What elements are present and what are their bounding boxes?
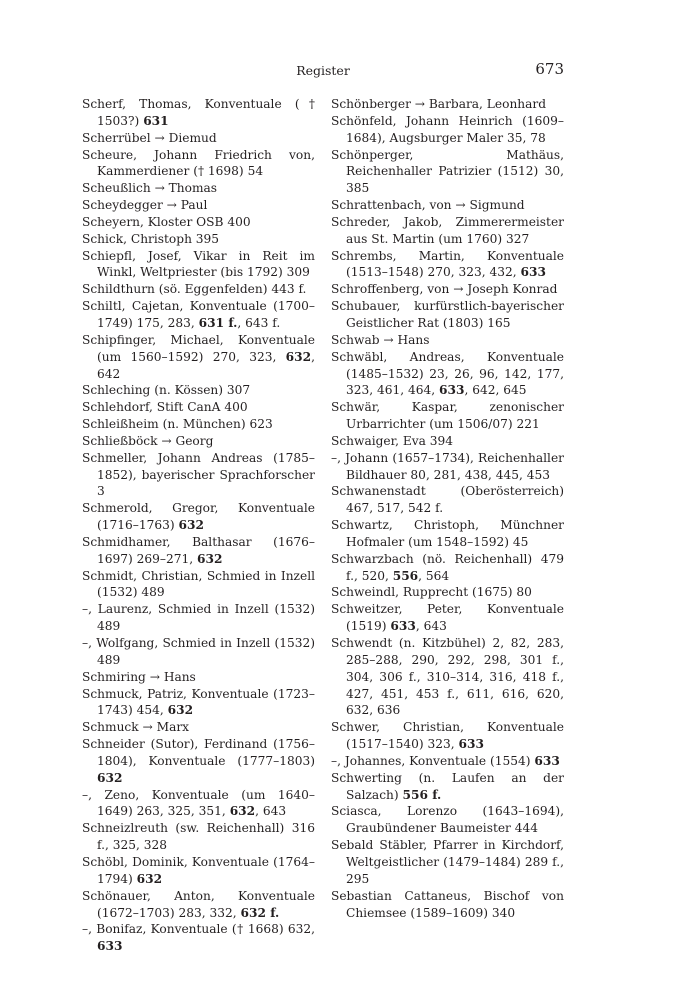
index-entry: Schick, Christoph 395 [82,231,220,246]
index-entry: Schmuck, Patriz, Konventuale (1723–1743) 454, 632 [82,686,315,718]
index-entry: Schreder, Jakob, Zimmerermeister aus St. Martin (um 1760) 327 [331,214,564,246]
index-entry: Schildthurn (sö. Eggenfelden) 443 f. [82,282,307,297]
index-entry: Schmidt, Christian, Schmied in Inzell (1532) 489 [82,568,315,600]
running-head: Register [296,63,350,78]
index-entry: Scheydegger → Paul [82,198,208,213]
index-entry: –, Johann (1657–1734), Reichenhaller Bildhauer 80, 281, 438, 445, 453 [331,450,564,482]
index-entry: Schwär, Kaspar, zenonischer Urbarrichter (um 1506/07) 221 [331,400,564,432]
index-entry: Scheyern, Kloster OSB 400 [82,214,251,229]
index-entry: –, Wolfgang, Schmied in Inzell (1532) 489 [82,636,315,667]
index-entry: Schwerting (n. Laufen an der Salzach) 556 f. [331,770,564,802]
index-entry: Schwab → Hans [331,332,430,347]
index-entry: Schwendt (n. Kitzbühel) 2, 82, 283, 285–288, 290, 292, 298, 301 f., 304, 306 f., 310–314, 316, 418 f., 427, 451, 453 f., 611, 616, 620, 632, 636 [331,636,564,718]
index-entry: Schmidhamer, Balthasar (1676–1697) 269–271, 632 [82,534,315,566]
index-entry: Schrembs, Martin, Konventuale (1513–1548) 270, 323, 432, 633 [331,248,564,280]
index-entry: Schmerold, Gregor, Konventuale (1716–1763) 632 [82,501,315,533]
index-column-right [331,96,564,921]
index-entry: Schwer, Christian, Konventuale (1517–1540) 323, 633 [331,720,564,752]
index-entry: Schönauer, Anton, Konventuale (1672–1703) 283, 332, 632 f. [82,888,315,920]
index-entry: Schweindl, Rupprecht (1675) 80 [331,585,532,600]
index-entry: –, Bonifaz, Konventuale († 1668) 632, 633 [82,922,315,954]
index-entry: Schrattenbach, von → Sigmund [331,198,525,213]
index-entry: Scheure, Johann Friedrich von, Kammerdiener († 1698) 54 [82,147,315,179]
index-column-left [82,96,315,955]
index-entry: Schiepfl, Josef, Vikar in Reit im Winkl, Weltpriester (bis 1792) 309 [82,248,315,280]
index-entry: Schleching (n. Kössen) 307 [82,383,251,398]
index-entry: Scherf, Thomas, Konventuale († 1503?) 631 [82,97,315,128]
index-entry: Schwanenstadt (Oberösterreich) 467, 517, 542 f. [331,484,564,516]
index-entry: Schwaiger, Eva 394 [331,433,454,448]
index-entry: Schleißheim (n. München) 623 [82,417,273,432]
index-entry: Schneizlreuth (sw. Reichenhall) 316 f., 325, 328 [82,821,315,853]
index-entry: Schroffenberg, von → Joseph Konrad [331,282,558,297]
index-entry: Schmeller, Johann Andreas (1785–1852), bayerischer Sprachforscher 3 [82,450,315,499]
index-entry: –, Laurenz, Schmied in Inzell (1532) 489 [82,602,315,634]
index-entry: Sciasca, Lorenzo (1643–1694), Graubündener Baumeister 444 [331,804,564,836]
index-entry: Schöbl, Dominik, Konventuale (1764–1794) 632 [82,854,315,886]
index-entry: Schubauer, kurfürstlich-bayerischer Geistlicher Rat (1803) 165 [331,299,564,330]
index-entry: Schneider (Sutor), Ferdinand (1756–1804), Konventuale (1777–1803) 632 [82,737,315,785]
index-entry: Schlehdorf, Stift CanA 400 [82,400,248,415]
index-entry: Schließböck → Georg [82,433,214,448]
index-entry: Scheußlich → Thomas [82,181,218,196]
page-number: 673 [535,60,564,78]
index-entry: Schönberger → Barbara, Leonhard [331,97,547,111]
index-entry: Sebastian Cattaneus, Bischof von Chiemsee (1589–1609) 340 [331,888,564,920]
index-entry: Schwartz, Christoph, Münchner Hofmaler (um 1548–1592) 45 [331,518,564,549]
index-entry: Schönperger, Mathäus, Reichenhaller Patrizier (1512) 30, 385 [331,147,564,196]
index-entry: Schmiring → Hans [82,669,196,684]
page-header [82,60,564,82]
index-entry: Schwarzbach (nö. Reichenhall) 479 f., 520, 556, 564 [331,551,564,583]
index-entry: Schiltl, Cajetan, Konventuale (1700–1749) 175, 283, 631 f., 643 f. [82,299,315,330]
index-entry: Schmuck → Marx [82,720,190,735]
index-entry: Schönfeld, Johann Heinrich (1609–1684), Augsburger Maler 35, 78 [331,113,564,145]
index-entry: Schweitzer, Peter, Konventuale (1519) 633, 643 [331,602,564,634]
index-entry: –, Johannes, Konventuale (1554) 633 [331,753,560,768]
index-entry: Scherrübel → Diemud [82,130,217,145]
index-entry: Sebald Stäbler, Pfarrer in Kirchdorf, Weltgeistlicher (1479–1484) 289 f., 295 [331,838,564,886]
index-entry: –, Zeno, Konventuale (um 1640–1649) 263, 325, 351, 632, 643 [82,787,315,819]
index-entry: Schwäbl, Andreas, Konventuale (1485–1532) 23, 26, 96, 142, 177, 323, 461, 464, 633, 642, 645 [331,349,564,398]
index-entry: Schipfinger, Michael, Konventuale (um 1560–1592) 270, 323, 632, 642 [82,332,315,381]
